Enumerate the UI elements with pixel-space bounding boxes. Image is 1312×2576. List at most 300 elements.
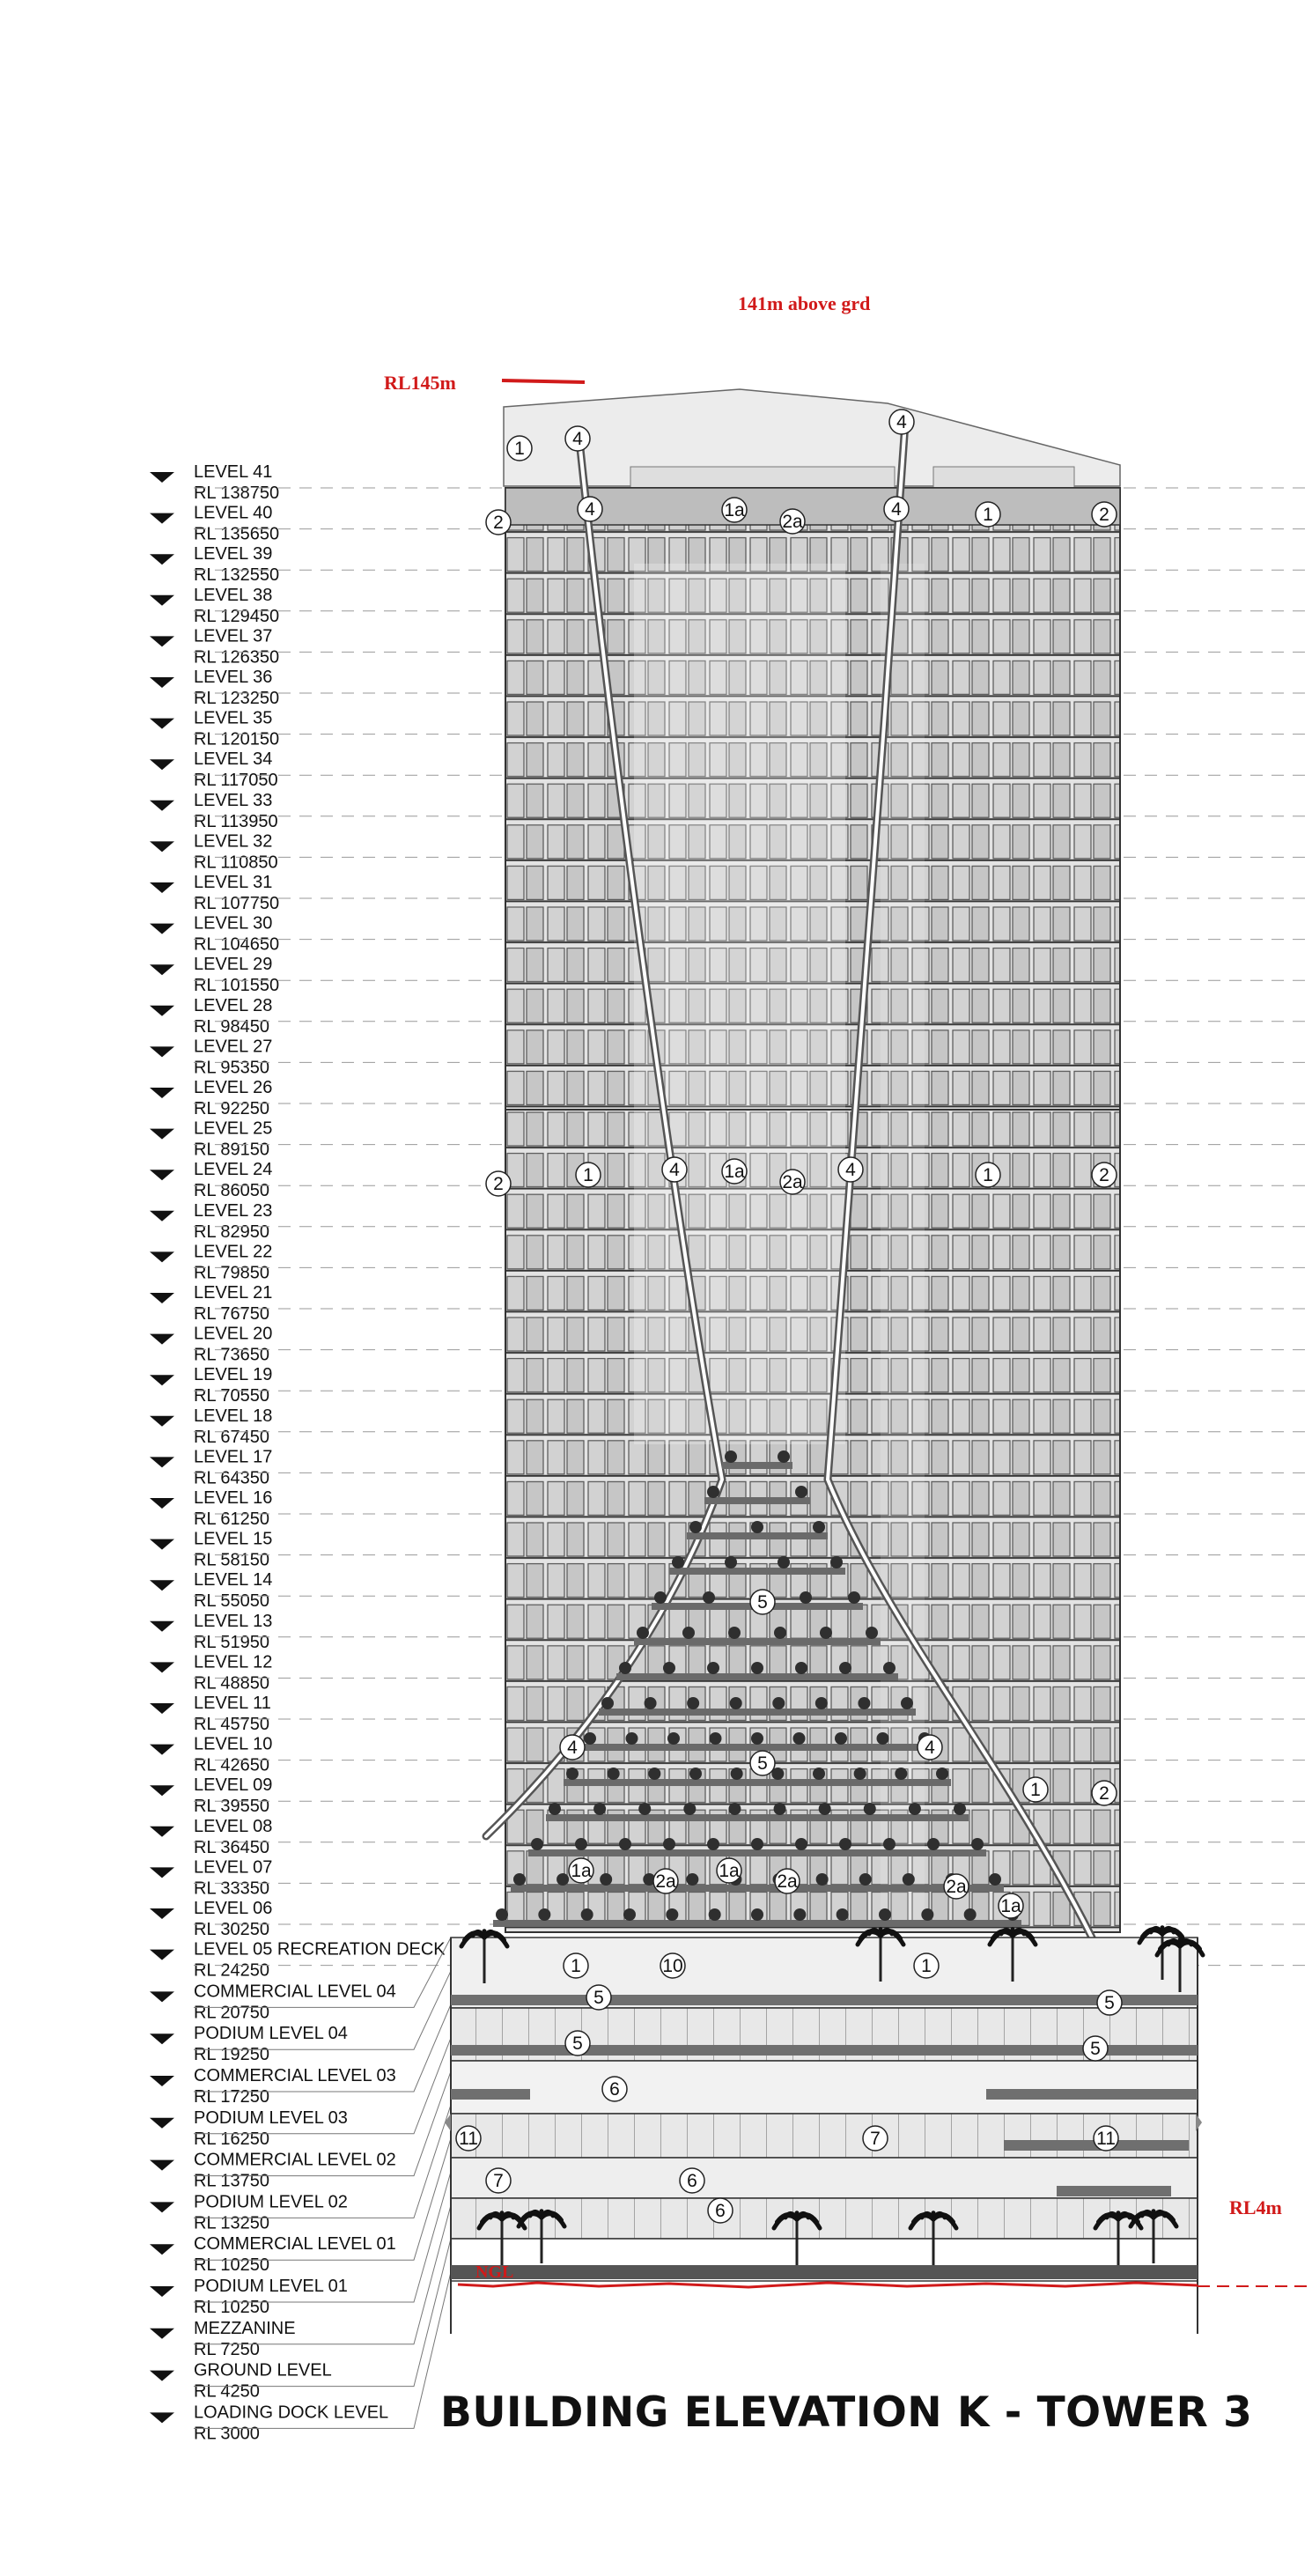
level-name: LEVEL 30 — [194, 913, 273, 934]
level-name: LEVEL 08 — [194, 1816, 273, 1836]
planter-shrub — [730, 1697, 742, 1709]
planter-shrub — [954, 1803, 966, 1815]
level-marker — [150, 1170, 174, 1180]
callout-marker — [884, 497, 909, 521]
level-rl: RL 92250 — [194, 1099, 269, 1118]
planter-shrub — [813, 1521, 825, 1533]
level-marker — [150, 2329, 174, 2339]
callout-label: 6 — [687, 2171, 697, 2191]
level-name: LEVEL 39 — [194, 544, 273, 565]
callout-marker — [560, 1735, 585, 1760]
level-name: LEVEL 11 — [194, 1694, 271, 1713]
planter-shrub — [819, 1803, 831, 1815]
level-name: LEVEL 34 — [194, 749, 273, 770]
terrace-slab — [581, 1744, 933, 1751]
rl-top-label: RL145m — [384, 372, 456, 394]
callout-marker — [722, 498, 747, 522]
callout-marker — [1023, 1777, 1048, 1802]
planter-shrub — [866, 1627, 878, 1639]
level-name: LEVEL 17 — [194, 1447, 273, 1467]
level-name: LEVEL 36 — [194, 668, 273, 687]
level-marker — [150, 554, 174, 565]
callout-marker — [564, 1953, 588, 1978]
level-marker — [150, 595, 174, 606]
callout-label: 5 — [593, 1988, 604, 2008]
callout-label: 1 — [583, 1165, 593, 1185]
level-rl: RL 132550 — [194, 565, 280, 586]
planter-shrub — [795, 1486, 807, 1498]
level-rl: RL 55050 — [194, 1591, 269, 1612]
level-rl: RL 61250 — [194, 1509, 269, 1529]
level-name: LEVEL 19 — [194, 1365, 273, 1385]
planter-shrub — [619, 1838, 631, 1850]
planter-shrub — [877, 1732, 889, 1745]
planter-shrub — [971, 1838, 984, 1850]
callout-label: 4 — [925, 1738, 935, 1758]
planter-shrub — [672, 1556, 684, 1568]
callout-marker — [565, 426, 590, 451]
planter-shrub — [936, 1768, 948, 1780]
level-rl: RL 7250 — [194, 2339, 260, 2359]
level-marker — [150, 1745, 174, 1755]
callout-marker — [944, 1874, 969, 1899]
planter-shrub — [830, 1556, 843, 1568]
callout-label: 5 — [757, 1592, 768, 1613]
planter-shrub — [835, 1732, 847, 1745]
level-rl: RL 82950 — [194, 1222, 269, 1242]
level-marker — [150, 1950, 174, 1960]
level-marker — [150, 1416, 174, 1427]
callout-marker — [863, 2126, 888, 2151]
planter-shrub — [608, 1768, 620, 1780]
level-marker — [150, 1703, 174, 1714]
level-name: LEVEL 07 — [194, 1857, 273, 1878]
level-marker — [150, 1991, 174, 2002]
level-name: COMMERCIAL LEVEL 02 — [194, 2150, 396, 2170]
planter-shrub — [909, 1803, 921, 1815]
level-name: LEVEL 14 — [194, 1570, 273, 1591]
callout-label: 1 — [983, 1165, 993, 1185]
level-rl: RL 39550 — [194, 1797, 269, 1817]
level-marker — [150, 2033, 174, 2044]
planter-shrub — [751, 1521, 763, 1533]
level-rl: RL 30250 — [194, 1920, 269, 1939]
planter-shrub — [839, 1662, 851, 1674]
planter-shrub — [531, 1838, 543, 1850]
level-name: LEVEL 06 — [194, 1899, 273, 1918]
callout-marker — [1097, 1990, 1122, 2015]
level-rl: RL 120150 — [194, 729, 280, 749]
level-rl: RL 98450 — [194, 1016, 269, 1037]
callout-marker — [660, 1953, 685, 1978]
planter-shrub — [648, 1768, 660, 1780]
level-marker — [150, 1375, 174, 1385]
level-name: LEVEL 32 — [194, 831, 273, 852]
terrace-slab — [722, 1462, 792, 1469]
planter-shrub — [895, 1768, 907, 1780]
terrace-slab — [493, 1920, 1021, 1927]
callout-label: 1a — [719, 1861, 740, 1881]
planter-shrub — [728, 1803, 741, 1815]
planter-shrub — [774, 1803, 786, 1815]
planter-shrub — [709, 1908, 721, 1921]
level-rl: RL 79850 — [194, 1263, 269, 1283]
planter-shrub — [584, 1732, 596, 1745]
callout-label: 5 — [572, 2033, 583, 2054]
level-rl: RL 138750 — [194, 483, 280, 503]
callout-marker — [722, 1159, 747, 1184]
callout-label: 6 — [715, 2201, 726, 2221]
planter-shrub — [883, 1838, 896, 1850]
level-name: MEZZANINE — [194, 2318, 296, 2338]
level-marker — [150, 1785, 174, 1796]
level-rl: RL 101550 — [194, 976, 280, 996]
level-rl: RL 10250 — [194, 2255, 269, 2276]
level-marker — [150, 1662, 174, 1672]
callout-marker — [780, 509, 805, 534]
level-rl: RL 70550 — [194, 1386, 269, 1406]
planter-shrub — [859, 1873, 872, 1886]
level-name: GROUND LEVEL — [194, 2360, 332, 2380]
callout-marker — [708, 2198, 733, 2223]
planter-shrub — [989, 1873, 1001, 1886]
level-name: LEVEL 38 — [194, 585, 273, 605]
callout-label: 2a — [782, 1172, 803, 1192]
level-name: PODIUM LEVEL 02 — [194, 2192, 348, 2212]
level-marker — [150, 1251, 174, 1262]
level-marker — [150, 1498, 174, 1509]
roof-crown — [504, 389, 1120, 488]
planter-shrub — [858, 1697, 870, 1709]
callout-label: 2a — [655, 1871, 676, 1892]
level-name: LEVEL 12 — [194, 1652, 273, 1672]
terrace-slab — [669, 1568, 845, 1575]
level-name: LEVEL 33 — [194, 790, 273, 810]
planter-shrub — [772, 1697, 785, 1709]
callout-label: 1 — [1030, 1780, 1041, 1800]
level-rl: RL 95350 — [194, 1058, 269, 1078]
planter-shrub — [683, 1803, 696, 1815]
planter-shrub — [654, 1591, 667, 1604]
planter-shrub — [581, 1908, 593, 1921]
level-marker — [150, 2202, 174, 2212]
level-name: LEVEL 09 — [194, 1775, 273, 1796]
callout-marker — [1092, 502, 1117, 527]
callout-label: 7 — [493, 2171, 504, 2191]
level-name: LEVEL 16 — [194, 1488, 273, 1508]
level-marker — [150, 636, 174, 646]
planter-shrub — [667, 1732, 680, 1745]
level-marker — [150, 1867, 174, 1878]
level-marker — [150, 924, 174, 934]
callout-label: 2 — [1099, 1783, 1109, 1804]
level-name: LEVEL 26 — [194, 1078, 273, 1097]
callout-marker — [1083, 2036, 1108, 2061]
callout-label: 4 — [572, 429, 583, 449]
planter-shrub — [689, 1768, 702, 1780]
planter-shrub — [901, 1697, 913, 1709]
terrace-slab — [528, 1849, 986, 1856]
level-rl: RL 48850 — [194, 1673, 269, 1694]
planter-shrub — [751, 1838, 763, 1850]
level-rl: RL 33350 — [194, 1878, 269, 1899]
planter-shrub — [686, 1873, 698, 1886]
callout-label: 11 — [459, 2129, 478, 2149]
callout-label: 2 — [1099, 1165, 1109, 1185]
terrace-slab — [704, 1497, 810, 1504]
level-name: LEVEL 27 — [194, 1037, 273, 1057]
level-rl: RL 73650 — [194, 1345, 269, 1365]
level-marker — [150, 759, 174, 770]
planter-shrub — [663, 1838, 675, 1850]
level-marker — [150, 513, 174, 524]
ngl-label: NGL — [475, 2262, 514, 2282]
planter-shrub — [927, 1838, 940, 1850]
callout-marker — [486, 510, 511, 535]
planter-shrub — [793, 1732, 806, 1745]
callout-marker — [680, 2168, 704, 2193]
level-rl: RL 117050 — [194, 771, 278, 791]
level-rl: RL 16250 — [194, 2129, 269, 2149]
callout-marker — [914, 1953, 939, 1978]
callout-label: 1a — [1000, 1896, 1021, 1916]
terrace-slab — [564, 1779, 951, 1786]
planter-shrub — [682, 1627, 695, 1639]
callout-marker — [576, 1163, 601, 1187]
level-name: PODIUM LEVEL 01 — [194, 2277, 348, 2296]
planter-shrub — [751, 1732, 763, 1745]
level-marker — [150, 1293, 174, 1303]
planter-shrub — [575, 1838, 587, 1850]
terrace-slab — [546, 1814, 969, 1821]
callout-marker — [750, 1751, 775, 1775]
level-rl: RL 51950 — [194, 1632, 269, 1652]
callout-marker — [586, 1985, 611, 2010]
planter-shrub — [751, 1908, 763, 1921]
planter-shrub — [601, 1697, 614, 1709]
planter-shrub — [800, 1591, 812, 1604]
level-marker — [150, 2160, 174, 2171]
level-rl: RL 19250 — [194, 2045, 269, 2065]
planter-shrub — [839, 1838, 851, 1850]
planter-shrub — [903, 1873, 915, 1886]
level-name: LEVEL 31 — [194, 873, 273, 892]
level-marker — [150, 801, 174, 811]
callout-label: 4 — [891, 499, 902, 520]
level-marker — [150, 1539, 174, 1550]
planter-shrub — [663, 1662, 675, 1674]
level-name: PODIUM LEVEL 03 — [194, 2107, 348, 2128]
level-marker — [150, 1621, 174, 1632]
level-name: LEVEL 20 — [194, 1324, 273, 1344]
callout-marker — [486, 2168, 511, 2193]
level-name: PODIUM LEVEL 04 — [194, 2024, 348, 2044]
level-marker — [150, 719, 174, 729]
callout-label: 10 — [662, 1956, 683, 1976]
level-marker — [150, 472, 174, 483]
planter-shrub — [964, 1908, 977, 1921]
level-name: LEVEL 22 — [194, 1242, 273, 1262]
callout-marker — [780, 1170, 805, 1194]
planter-shrub — [837, 1908, 849, 1921]
level-rl: RL 4250 — [194, 2381, 260, 2402]
planter-shrub — [710, 1732, 722, 1745]
callout-marker — [507, 436, 532, 461]
level-rl: RL 113950 — [194, 811, 278, 831]
callout-marker — [602, 2077, 627, 2101]
level-name: LEVEL 13 — [194, 1611, 273, 1631]
drawing-title: BUILDING ELEVATION K - TOWER 3 — [440, 2388, 1253, 2437]
callout-marker — [1092, 1163, 1117, 1187]
level-rl: RL 58150 — [194, 1550, 269, 1570]
level-rl: RL 13250 — [194, 2213, 269, 2233]
terrace-slab — [616, 1673, 898, 1680]
level-rl: RL 24250 — [194, 1960, 269, 1981]
planter-shrub — [619, 1662, 631, 1674]
level-rl: RL 42650 — [194, 1755, 269, 1775]
level-rl: RL 104650 — [194, 934, 280, 955]
level-marker — [150, 1211, 174, 1222]
level-marker — [150, 2286, 174, 2297]
callout-marker — [918, 1735, 942, 1760]
planter-shrub — [778, 1450, 790, 1463]
level-rl: RL 76750 — [194, 1304, 269, 1324]
planter-shrub — [645, 1697, 657, 1709]
callout-label: 7 — [870, 2129, 881, 2149]
callout-marker — [889, 410, 914, 434]
planter-shrub — [637, 1627, 649, 1639]
callout-marker — [662, 1157, 687, 1182]
level-name: LEVEL 05 RECREATION DECK — [194, 1939, 446, 1960]
level-rl: RL 36450 — [194, 1837, 269, 1857]
level-marker — [150, 1908, 174, 1919]
callout-marker — [1094, 2126, 1118, 2151]
callout-label: 4 — [669, 1160, 680, 1180]
level-name: LEVEL 18 — [194, 1406, 273, 1426]
level-rl: RL 123250 — [194, 689, 280, 708]
level-name: LEVEL 35 — [194, 708, 273, 728]
level-rl: RL 13750 — [194, 2171, 269, 2191]
level-rl: RL 110850 — [194, 853, 278, 873]
level-rl: RL 129450 — [194, 606, 280, 626]
planter-shrub — [921, 1908, 933, 1921]
planter-shrub — [795, 1838, 807, 1850]
planter-shrub — [725, 1450, 737, 1463]
level-marker — [150, 677, 174, 688]
terrace-slab — [599, 1709, 916, 1716]
planter-shrub — [703, 1591, 715, 1604]
callout-marker — [775, 1869, 800, 1893]
planter-shrub — [600, 1873, 612, 1886]
terrace-slab — [634, 1638, 881, 1645]
planter-shrub — [815, 1697, 828, 1709]
callout-marker — [976, 502, 1000, 527]
level-name: LEVEL 24 — [194, 1160, 273, 1180]
terrace — [581, 1732, 933, 1751]
planter-shrub — [725, 1556, 737, 1568]
ground-line — [458, 2283, 1312, 2287]
callout-label: 1 — [921, 1956, 932, 1976]
level-marker — [150, 1334, 174, 1345]
level-marker — [150, 2118, 174, 2129]
callout-marker — [976, 1163, 1000, 1187]
level-name: LEVEL 37 — [194, 626, 273, 646]
level-rl: RL 3000 — [194, 2424, 260, 2444]
level-marker — [150, 2412, 174, 2423]
callout-label: 2a — [782, 512, 803, 532]
level-marker — [150, 1457, 174, 1467]
level-name: LOADING DOCK LEVEL — [194, 2403, 389, 2423]
level-marker — [150, 1006, 174, 1016]
planter-shrub — [623, 1908, 636, 1921]
level-rl: RL 89150 — [194, 1140, 269, 1160]
planter-shrub — [820, 1627, 832, 1639]
callout-label: 5 — [1090, 2039, 1101, 2059]
level-marker — [150, 2371, 174, 2381]
level-name: LEVEL 21 — [194, 1283, 273, 1303]
level-name: LEVEL 10 — [194, 1734, 273, 1754]
callout-marker — [456, 2126, 481, 2151]
planter-shrub — [816, 1873, 829, 1886]
planter-shrub — [538, 1908, 550, 1921]
level-marker — [150, 2244, 174, 2255]
level-rl: RL 17250 — [194, 2087, 269, 2107]
callout-marker — [565, 2031, 590, 2056]
callout-marker — [1092, 1781, 1117, 1805]
planter-shrub — [513, 1873, 526, 1886]
level-rl: RL 67450 — [194, 1427, 269, 1447]
level-name: LEVEL 29 — [194, 955, 273, 975]
planter-shrub — [864, 1803, 876, 1815]
callout-label: 1a — [724, 500, 745, 520]
callout-label: 2 — [1099, 505, 1109, 525]
planter-shrub — [774, 1627, 786, 1639]
callout-label: 4 — [896, 412, 907, 432]
planter-shrub — [731, 1768, 743, 1780]
level-rl: RL 135650 — [194, 524, 280, 544]
level-name: COMMERCIAL LEVEL 01 — [194, 2234, 396, 2255]
callout-marker — [999, 1893, 1023, 1918]
level-marker — [150, 1046, 174, 1057]
callout-label: 2 — [493, 513, 504, 533]
planter-shrub — [707, 1486, 719, 1498]
level-rl: RL 126350 — [194, 647, 280, 668]
planter-shrub — [689, 1521, 702, 1533]
rl-ground-label: RL4m — [1229, 2196, 1282, 2218]
callout-marker — [717, 1858, 741, 1883]
planter-shrub — [751, 1662, 763, 1674]
level-name: LEVEL 25 — [194, 1118, 273, 1139]
callout-marker — [838, 1157, 863, 1182]
planter-shrub — [566, 1768, 579, 1780]
callout-label: 2a — [777, 1871, 798, 1892]
level-rl: RL 45750 — [194, 1715, 269, 1734]
level-name: LEVEL 28 — [194, 995, 273, 1015]
callout-label: 2 — [493, 1174, 504, 1194]
level-marker — [150, 1827, 174, 1837]
planter-shrub — [883, 1662, 896, 1674]
level-rl: RL 107750 — [194, 894, 280, 913]
callout-marker — [578, 497, 602, 521]
level-marker — [150, 841, 174, 852]
level-rl: RL 10250 — [194, 2298, 269, 2317]
callout-label: 4 — [845, 1160, 856, 1180]
level-rl: RL 64350 — [194, 1468, 269, 1488]
callout-label: 4 — [585, 499, 595, 520]
callout-marker — [569, 1858, 593, 1883]
callout-label: 1a — [724, 1162, 745, 1182]
level-name: LEVEL 40 — [194, 503, 273, 523]
